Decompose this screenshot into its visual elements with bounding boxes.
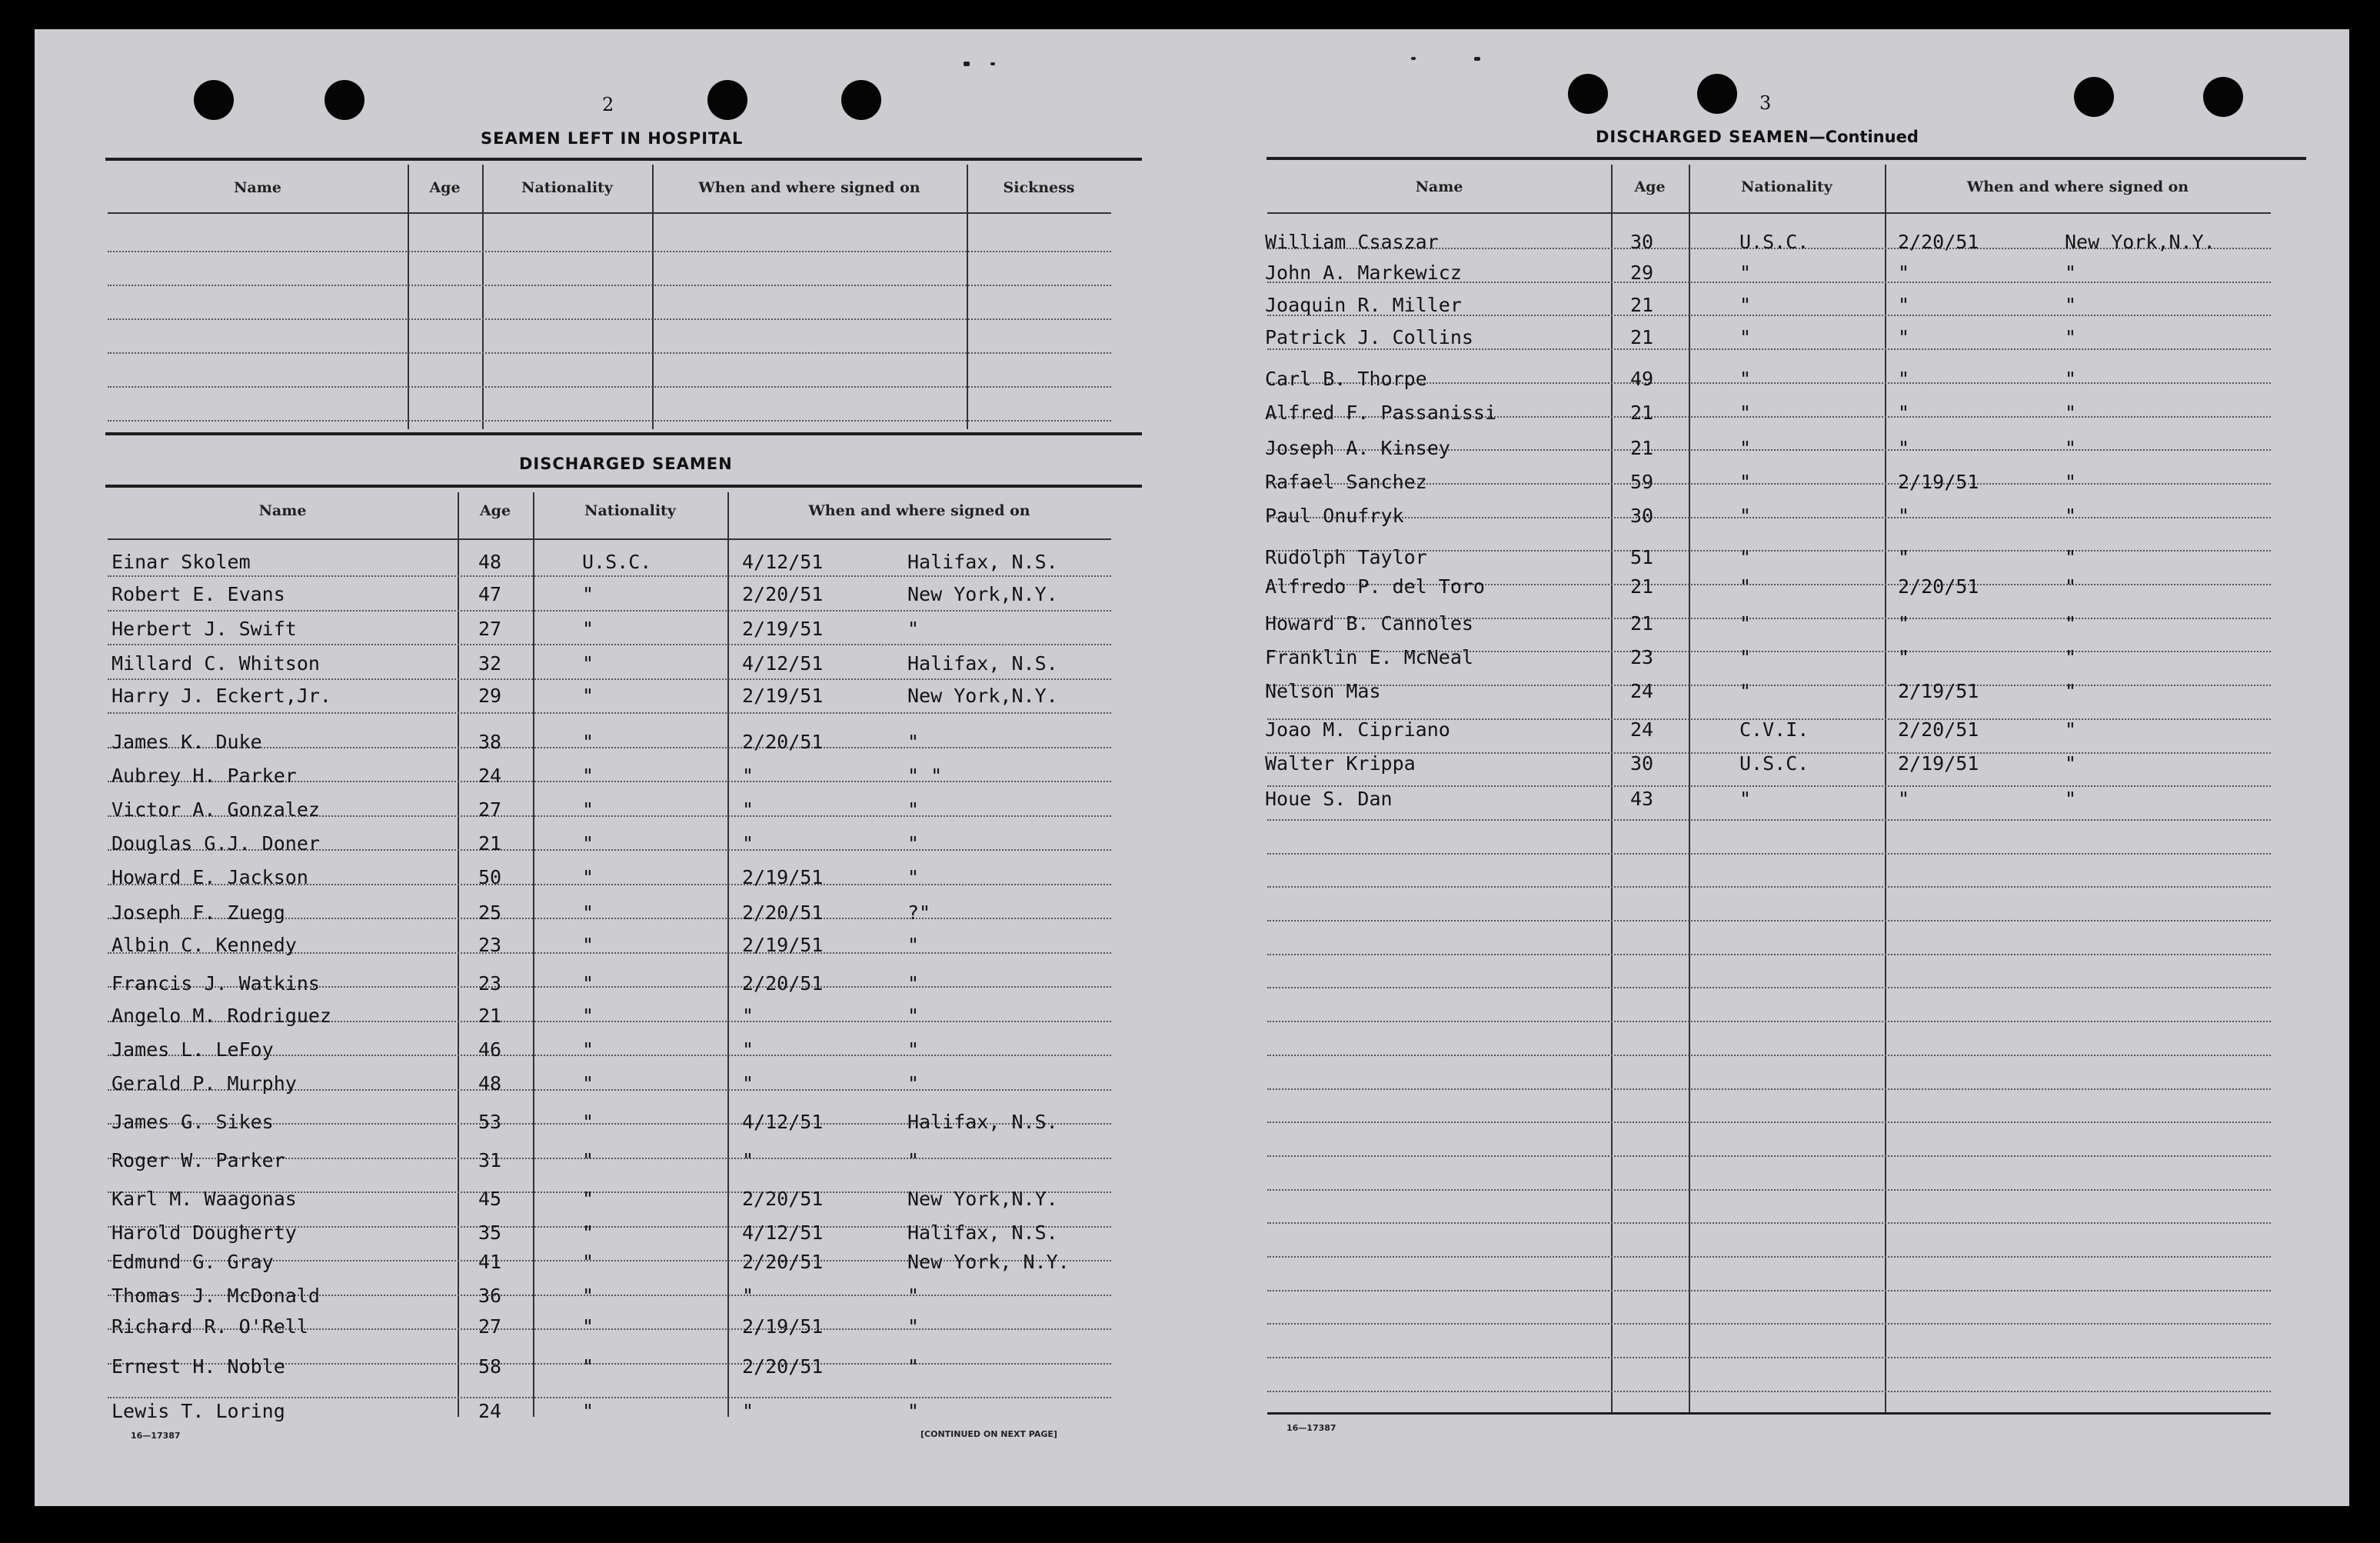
seaman-nationality: " [582, 1038, 594, 1061]
seaman-name: Millard C. Whitson [112, 652, 320, 675]
row-line [1267, 517, 2271, 518]
seaman-age: 21 [478, 832, 502, 855]
seaman-name: Houe S. Dan [1265, 788, 1393, 810]
signed-on-place: New York,N.Y. [2065, 231, 2215, 253]
punch-hole [1697, 74, 1737, 114]
seaman-nationality: " [582, 618, 594, 640]
signed-on-date: 2/19/51 [742, 866, 824, 888]
signed-on-date: 2/20/51 [742, 901, 824, 924]
seaman-nationality: " [1739, 646, 1752, 668]
signed-on-date: 2/19/51 [1898, 680, 1979, 702]
row-line [108, 420, 1111, 422]
signed-on-date: " [742, 1285, 754, 1307]
column-divider [533, 492, 534, 1417]
signed-on-place: " [2065, 546, 2077, 568]
seaman-age: 21 [1630, 612, 1654, 635]
hospital-title: SEAMEN LEFT IN HOSPITAL [481, 129, 744, 148]
column-divider [1689, 165, 1690, 1412]
signed-on-place: New York, N.Y. [907, 1251, 1070, 1273]
signed-on-place: " [2065, 612, 2077, 635]
header-rule [108, 538, 1111, 540]
seaman-age: 46 [478, 1038, 502, 1061]
signed-on-date: " [742, 1005, 754, 1027]
seaman-nationality: " [582, 583, 594, 605]
seaman-name: Harold Dougherty [112, 1221, 297, 1244]
punch-hole [194, 80, 234, 120]
seaman-nationality: " [1739, 402, 1752, 424]
row-line [1267, 886, 2271, 888]
seaman-age: 21 [1630, 402, 1654, 424]
seaman-name: Nelson Mas [1265, 680, 1381, 702]
seaman-age: 24 [478, 1400, 502, 1422]
seaman-age: 47 [478, 583, 502, 605]
seaman-nationality: " [1739, 471, 1752, 493]
seaman-nationality: " [582, 1315, 594, 1338]
column-header: Sickness [1003, 179, 1075, 196]
row-line [108, 352, 1111, 354]
seaman-age: 36 [478, 1285, 502, 1307]
punch-hole [2203, 77, 2243, 117]
signed-on-date: " [1898, 368, 1910, 390]
signed-on-date: 2/19/51 [1898, 471, 1979, 493]
seaman-name: Joaquin R. Miller [1265, 294, 1462, 316]
row-line [108, 644, 1111, 645]
signed-on-date: " [742, 1149, 754, 1171]
signed-on-place: " [907, 1005, 920, 1027]
signed-on-place: " [2065, 680, 2077, 702]
seaman-age: 43 [1630, 788, 1654, 810]
seaman-nationality: " [1739, 612, 1752, 635]
column-header: Nationality [1741, 178, 1832, 195]
column-divider [1611, 165, 1613, 1412]
seaman-age: 29 [478, 685, 502, 707]
seaman-nationality: " [1739, 326, 1752, 348]
seaman-age: 49 [1630, 368, 1654, 390]
row-line [1267, 1088, 2271, 1090]
seaman-age: 41 [478, 1251, 502, 1273]
seaman-nationality: U.S.C. [582, 551, 652, 573]
signed-on-date: 2/20/51 [742, 1251, 824, 1273]
signed-on-place: " [2065, 262, 2077, 284]
seaman-name: Joseph F. Zuegg [112, 901, 285, 924]
seaman-name: Carl B. Thorpe [1265, 368, 1427, 390]
signed-on-date: 2/20/51 [742, 972, 824, 995]
signed-on-date: 2/19/51 [1898, 752, 1979, 775]
signed-on-date: 2/20/51 [742, 1355, 824, 1378]
seaman-nationality: " [582, 1355, 594, 1378]
row-line [1267, 1055, 2271, 1056]
seaman-name: Einar Skolem [112, 551, 251, 573]
column-divider [652, 165, 654, 429]
seaman-nationality: " [582, 652, 594, 675]
column-header: Nationality [584, 502, 676, 519]
row-line [1267, 785, 2271, 787]
seaman-name: Edmund G. Gray [112, 1251, 274, 1273]
signed-on-place: " [907, 972, 920, 995]
column-header: Age [1634, 178, 1666, 195]
seaman-nationality: " [582, 731, 594, 753]
row-line [1267, 987, 2271, 988]
signed-on-place: Halifax, N.S. [907, 652, 1058, 675]
column-divider [1885, 165, 1886, 1412]
seaman-age: 58 [478, 1355, 502, 1378]
signed-on-place: " [2065, 788, 2077, 810]
punch-hole [2074, 77, 2114, 117]
seaman-nationality: " [1739, 368, 1752, 390]
seaman-name: Walter Krippa [1265, 752, 1416, 775]
discharged-continued-title [1596, 128, 1919, 146]
header-rule [1267, 212, 2271, 214]
seaman-name: Rafael Sanchez [1265, 471, 1427, 493]
signed-on-date: 4/12/51 [742, 551, 824, 573]
seaman-age: 51 [1630, 546, 1654, 568]
seaman-name: Robert E. Evans [112, 583, 285, 605]
signed-on-place: " [2065, 326, 2077, 348]
seaman-name: Angelo M. Rodriguez [112, 1005, 331, 1027]
seaman-nationality: " [582, 1111, 594, 1133]
column-header: When and where signed on [1966, 178, 2189, 195]
seaman-nationality: " [1739, 294, 1752, 316]
row-line [1267, 1222, 2271, 1224]
row-line [108, 318, 1111, 320]
document-sheet [35, 29, 2349, 1506]
seaman-age: 48 [478, 551, 502, 573]
punch-hole [1568, 74, 1608, 114]
signed-on-date: " [742, 1038, 754, 1061]
signed-on-place: " [907, 1038, 920, 1061]
signed-on-date: 2/20/51 [1898, 718, 1979, 741]
column-header: Name [234, 179, 281, 196]
seaman-age: 48 [478, 1072, 502, 1095]
seaman-nationality: " [582, 832, 594, 855]
signed-on-place: " [2065, 718, 2077, 741]
seaman-age: 50 [478, 866, 502, 888]
row-line [108, 285, 1111, 286]
signed-on-place: " [907, 1072, 920, 1095]
signed-on-date: 2/20/51 [742, 1188, 824, 1210]
seaman-age: 24 [478, 765, 502, 787]
seaman-nationality: " [1739, 262, 1752, 284]
signed-on-place: ?" [907, 901, 931, 924]
bottom-rule [1267, 1412, 2271, 1415]
row-line [108, 575, 1111, 577]
row-line [1267, 1357, 2271, 1358]
seaman-name: Douglas G.J. Doner [112, 832, 320, 855]
signed-on-place: " [2065, 575, 2077, 598]
seaman-nationality: " [582, 1221, 594, 1244]
row-line [1267, 1391, 2271, 1392]
signed-on-date: 4/12/51 [742, 1111, 824, 1133]
seaman-name: Rudolph Taylor [1265, 546, 1427, 568]
seaman-nationality: " [582, 685, 594, 707]
signed-on-place: " [907, 1315, 920, 1338]
page-number-right: 3 [1759, 92, 1772, 114]
column-header: Age [429, 179, 461, 196]
row-line [1267, 1323, 2271, 1325]
row-line [108, 678, 1111, 680]
seaman-nationality: " [582, 798, 594, 821]
seaman-name: Patrick J. Collins [1265, 326, 1473, 348]
seaman-age: 21 [1630, 294, 1654, 316]
seaman-nationality: " [582, 1005, 594, 1027]
signed-on-place: " [907, 866, 920, 888]
signed-on-place: " [2065, 294, 2077, 316]
signed-on-date: " [742, 798, 754, 821]
signed-on-date: " [1898, 437, 1910, 459]
seaman-age: 35 [478, 1221, 502, 1244]
seaman-age: 23 [478, 934, 502, 956]
seaman-name: Paul Onufryk [1265, 505, 1404, 527]
column-header: Name [1415, 178, 1463, 195]
seaman-name: Thomas J. McDonald [112, 1285, 320, 1307]
seaman-name: Gerald P. Murphy [112, 1072, 297, 1095]
signed-on-date: 4/12/51 [742, 652, 824, 675]
signed-on-place: " [2065, 471, 2077, 493]
signed-on-place: " [2065, 646, 2077, 668]
seaman-name: John A. Markewicz [1265, 262, 1462, 284]
column-divider [967, 165, 968, 429]
signed-on-place: Halifax, N.S. [907, 551, 1058, 573]
seaman-name: Richard R. O'Rell [112, 1315, 308, 1338]
seaman-nationality: " [582, 901, 594, 924]
signed-on-date: " [742, 765, 754, 787]
signed-on-place: " [907, 1149, 920, 1171]
seaman-age: 27 [478, 1315, 502, 1338]
row-line [1267, 685, 2271, 686]
row-line [108, 610, 1111, 612]
seaman-name: Herbert J. Swift [112, 618, 297, 640]
seaman-name: Aubrey H. Parker [112, 765, 297, 787]
seaman-age: 38 [478, 731, 502, 753]
seaman-nationality: " [582, 765, 594, 787]
seaman-nationality: " [582, 1285, 594, 1307]
signed-on-place: " [2065, 437, 2077, 459]
signed-on-date: 2/20/51 [1898, 231, 1979, 253]
seaman-name: Victor A. Gonzalez [112, 798, 320, 821]
signed-on-place: " [907, 1285, 920, 1307]
seaman-age: 31 [478, 1149, 502, 1171]
signed-on-date: " [742, 832, 754, 855]
signed-on-date: " [1898, 788, 1910, 810]
seaman-age: 21 [1630, 437, 1654, 459]
signed-on-place: New York,N.Y. [907, 583, 1058, 605]
seaman-name: Francis J. Watkins [112, 972, 320, 995]
signed-on-date: 4/12/51 [742, 1221, 824, 1244]
signed-on-date: 2/19/51 [742, 934, 824, 956]
seaman-age: 27 [478, 618, 502, 640]
signed-on-place: " [2065, 505, 2077, 527]
seaman-age: 30 [1630, 231, 1654, 253]
seaman-name: Franklin E. McNeal [1265, 646, 1473, 668]
signed-on-place: " [907, 934, 920, 956]
seaman-nationality: " [1739, 788, 1752, 810]
row-line [1267, 1256, 2271, 1258]
column-divider [408, 165, 409, 429]
signed-on-date: " [1898, 326, 1910, 348]
seaman-age: 24 [1630, 680, 1654, 702]
discharged-title: DISCHARGED SEAMEN [519, 455, 733, 473]
punch-hole [707, 80, 747, 120]
column-header: When and where signed on [698, 179, 920, 196]
row-line [1267, 1290, 2271, 1291]
signed-on-place: " [2065, 402, 2077, 424]
signed-on-date: 2/20/51 [1898, 575, 1979, 598]
seaman-name: Howard B. Cannoles [1265, 612, 1473, 635]
seaman-nationality: " [1739, 575, 1752, 598]
signed-on-date: " [1898, 646, 1910, 668]
signed-on-date: " [1898, 294, 1910, 316]
signed-on-date: 2/19/51 [742, 685, 824, 707]
form-number-left: 16—17387 [131, 1431, 181, 1441]
signed-on-place: " [2065, 752, 2077, 775]
punch-hole [325, 80, 364, 120]
row-line [1267, 920, 2271, 921]
signed-on-date: 2/19/51 [742, 618, 824, 640]
seaman-nationality: " [1739, 437, 1752, 459]
seaman-name: William Csaszar [1265, 231, 1439, 253]
seaman-nationality: " [582, 1400, 594, 1422]
column-header: When and where signed on [808, 502, 1030, 519]
seaman-age: 23 [1630, 646, 1654, 668]
seaman-age: 45 [478, 1188, 502, 1210]
seaman-name: James K. Duke [112, 731, 262, 753]
seaman-name: Roger W. Parker [112, 1149, 285, 1171]
seaman-age: 30 [1630, 752, 1654, 775]
column-divider [458, 492, 459, 1417]
signed-on-date: " [742, 1072, 754, 1095]
seaman-nationality: " [582, 866, 594, 888]
continued-suffix: —Continued [1809, 128, 1919, 146]
seaman-age: 21 [1630, 575, 1654, 598]
signed-on-date: " [1898, 612, 1910, 635]
row-line [108, 1397, 1111, 1398]
column-divider [482, 165, 484, 429]
signed-on-place: Halifax, N.S. [907, 1221, 1058, 1244]
seaman-age: 24 [1630, 718, 1654, 741]
signed-on-place: Halifax, N.S. [907, 1111, 1058, 1133]
row-line [1267, 1189, 2271, 1191]
seaman-age: 30 [1630, 505, 1654, 527]
row-line [1267, 1021, 2271, 1022]
row-line [108, 712, 1111, 714]
signed-on-place: " [907, 731, 920, 753]
signed-on-place: " [2065, 368, 2077, 390]
seaman-name: James G. Sikes [112, 1111, 274, 1133]
column-header: Name [258, 502, 307, 519]
seaman-name: Alfred F. Passanissi [1265, 402, 1497, 424]
seaman-age: 21 [478, 1005, 502, 1027]
form-number-right: 16—17387 [1287, 1423, 1336, 1433]
continued-note: [CONTINUED ON NEXT PAGE] [920, 1429, 1057, 1439]
column-header: Age [479, 502, 511, 519]
seaman-name: Karl M. Waagonas [112, 1188, 297, 1210]
seaman-name: Harry J. Eckert,Jr. [112, 685, 331, 707]
signed-on-date: 2/20/51 [742, 731, 824, 753]
seaman-name: Joseph A. Kinsey [1265, 437, 1450, 459]
signed-on-place: New York,N.Y. [907, 685, 1058, 707]
seaman-name: Joao M. Cipriano [1265, 718, 1450, 741]
seaman-nationality: U.S.C. [1739, 752, 1809, 775]
discharged-title-right: DISCHARGED SEAMEN [1596, 128, 1809, 146]
seaman-nationality: " [1739, 505, 1752, 527]
row-line [1267, 1121, 2271, 1123]
seaman-name: Alfredo P. del Toro [1265, 575, 1485, 598]
header-rule [108, 212, 1111, 214]
seaman-name: Howard E. Jackson [112, 866, 308, 888]
seaman-age: 59 [1630, 471, 1654, 493]
seaman-name: James L. LeFoy [112, 1038, 274, 1061]
seaman-name: Albin C. Kennedy [112, 934, 297, 956]
row-line [1267, 1155, 2271, 1157]
seaman-nationality: U.S.C. [1739, 231, 1809, 253]
seaman-nationality: " [582, 972, 594, 995]
punch-hole [841, 80, 881, 120]
seaman-nationality: " [582, 1188, 594, 1210]
row-line [108, 251, 1111, 252]
signed-on-place: " [907, 618, 920, 640]
signed-on-date: " [1898, 505, 1910, 527]
signed-on-date: " [742, 1400, 754, 1422]
seaman-nationality: " [582, 1251, 594, 1273]
seaman-nationality: " [582, 1149, 594, 1171]
seaman-nationality: " [1739, 680, 1752, 702]
signed-on-place: New York,N.Y. [907, 1188, 1058, 1210]
signed-on-date: " [1898, 402, 1910, 424]
page-number-left: 2 [602, 94, 614, 115]
seaman-age: 53 [478, 1111, 502, 1133]
seaman-age: 29 [1630, 262, 1654, 284]
seaman-nationality: " [582, 934, 594, 956]
row-line [1267, 853, 2271, 855]
seaman-age: 21 [1630, 326, 1654, 348]
seaman-age: 32 [478, 652, 502, 675]
signed-on-date: " [1898, 546, 1910, 568]
row-line [108, 386, 1111, 388]
signed-on-date: 2/20/51 [742, 583, 824, 605]
column-header: Nationality [521, 179, 613, 196]
signed-on-place: " [907, 832, 920, 855]
signed-on-place: " [907, 1355, 920, 1378]
seaman-age: 27 [478, 798, 502, 821]
seaman-age: 23 [478, 972, 502, 995]
signed-on-place: " [907, 1400, 920, 1422]
seaman-nationality: " [1739, 546, 1752, 568]
signed-on-date: 2/19/51 [742, 1315, 824, 1338]
signed-on-place: " " [907, 765, 943, 787]
row-line [1267, 819, 2271, 821]
seaman-name: Lewis T. Loring [112, 1400, 285, 1422]
seaman-nationality: " [582, 1072, 594, 1095]
row-line [1267, 954, 2271, 955]
column-divider [727, 492, 729, 1417]
seaman-name: Ernest H. Noble [112, 1355, 285, 1378]
signed-on-place: " [907, 798, 920, 821]
seaman-nationality: C.V.I. [1739, 718, 1809, 741]
seaman-age: 25 [478, 901, 502, 924]
signed-on-date: " [1898, 262, 1910, 284]
